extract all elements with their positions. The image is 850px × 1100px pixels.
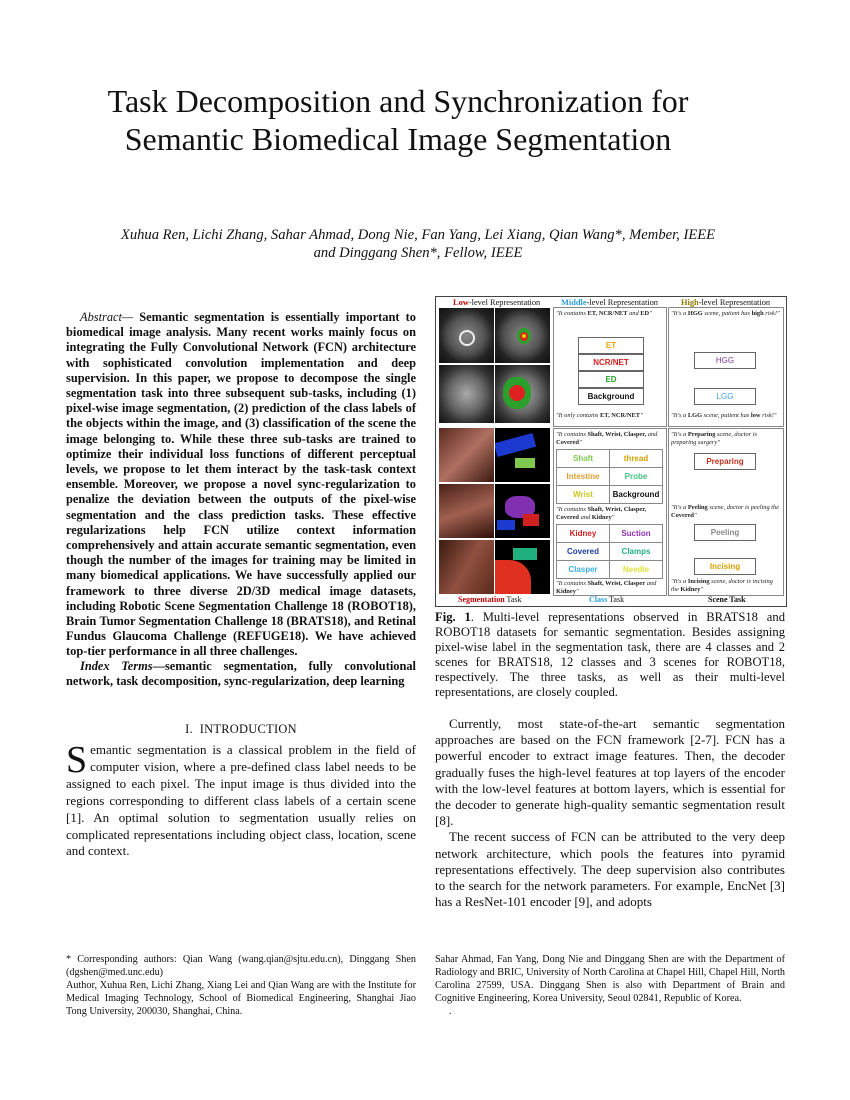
surgery-image-1 xyxy=(439,428,494,482)
robot-scene-quote-1 xyxy=(671,431,781,446)
figure-caption xyxy=(435,610,785,700)
q-bold: Kidney xyxy=(680,585,701,593)
right-column-text xyxy=(435,716,785,910)
q-bold: ET, NCR/NET xyxy=(600,412,641,419)
index-terms-text: —semantic segmentation, fully convolutional network, task decomposition, sync-regularization, deep learning xyxy=(66,659,416,689)
paragraph-fcn: Currently, most state-of-the-art semantic segmentation approaches are based on the FCN framework [2-7]. FCN has a powerful encoder to extract image features. Then, the decoder gradually fuses the high-level features at top layers of the encoder with the low-level features at bottom layers, which is essential for the decoder to generate high-quality semantic segmentation result [8]. xyxy=(435,716,785,829)
brain-mri-image-2 xyxy=(439,365,494,423)
q-text: and xyxy=(627,310,641,317)
header-middle-rest: -level Representation xyxy=(586,298,658,307)
q-bold: ED xyxy=(640,310,650,317)
class-covered: Covered xyxy=(557,543,610,561)
q-bold: Covered xyxy=(556,438,579,446)
class-thread: thread xyxy=(610,450,663,468)
footer-seg-word: Segmentation xyxy=(458,595,505,604)
brats-class-quote-1 xyxy=(556,310,664,318)
q-bold: HGG xyxy=(687,310,703,317)
q-bold: low xyxy=(750,412,761,419)
robot-scene-panel xyxy=(668,428,784,596)
header-high-level xyxy=(681,298,770,307)
robot-scene-quote-2 xyxy=(671,504,781,519)
q-bold: Incising xyxy=(687,578,710,585)
brats-class-panel xyxy=(553,307,667,427)
brain-mri-image-1 xyxy=(439,308,494,363)
footer-seg-rest: Task xyxy=(504,595,522,604)
header-low-level xyxy=(453,298,540,307)
q-text: "It contains xyxy=(556,580,588,587)
q-text: scene, doctor is preparing surgery" xyxy=(671,431,757,446)
q-text: "It contains xyxy=(556,431,588,438)
q-text: "It's a xyxy=(671,578,688,585)
footnote-dot: . xyxy=(449,1006,452,1017)
q-text: " xyxy=(611,513,615,521)
q-text: "It's a xyxy=(671,412,688,419)
brats-class-background: Background xyxy=(578,388,644,405)
footer-class-word: Class xyxy=(589,595,608,604)
scene-peeling: Peeling xyxy=(694,524,756,541)
robot-class-grid-2 xyxy=(556,524,663,579)
surgery-seg-1 xyxy=(495,428,550,482)
q-text: " xyxy=(649,310,652,317)
footnote-affiliation-unc: Sahar Ahmad, Fan Yang, Dong Nie and Dinggang Shen are with the Department of Radiology and BRIC, University of North Carolina at Chapel Hill, Chapel Hill, North Carolina 27599, USA. Dinggang Shen is also with Department of Brain and Cognitive Engineering, Korea University, Seoul 02841, Republic of Korea. xyxy=(435,954,786,1004)
footnote-corresponding: * Corresponding authors: Qian Wang (wang.qian@sjtu.edu.cn), Dinggang Shen (dgshen@med.unc.edu) xyxy=(66,954,416,978)
class-intestine: Intestine xyxy=(557,468,610,486)
surgery-seg-3 xyxy=(495,540,550,594)
q-bold: Preparing xyxy=(687,431,716,438)
header-middle-level xyxy=(561,298,658,307)
index-terms xyxy=(66,659,416,689)
q-text: " xyxy=(578,438,582,446)
authors-line-1: Xuhua Ren, Lichi Zhang, Sahar Ahmad, Dong Nie, Fan Yang, Lei Xiang, Qian Wang*, Member, IEEE xyxy=(120,227,716,243)
section-heading xyxy=(66,722,416,737)
q-text: "It's a xyxy=(671,504,688,511)
header-high-rest: -level Representation xyxy=(698,298,771,307)
robot-class-grid-1 xyxy=(556,449,663,504)
q-bold: Shaft, Wrist, Clasper, Covered xyxy=(556,506,647,521)
footer-segmentation-task xyxy=(458,595,522,604)
header-high-word: High xyxy=(681,298,699,307)
q-bold: Shaft, Wrist, Clasper xyxy=(587,580,646,587)
drop-cap: S xyxy=(66,739,88,781)
q-text: " xyxy=(700,585,703,593)
figure-label: Fig. 1 xyxy=(435,610,471,624)
q-bold: Peeling xyxy=(687,504,708,511)
q-bold: ET, NCR/NET xyxy=(587,310,628,317)
abstract xyxy=(66,310,416,660)
surgery-seg-2 xyxy=(495,484,550,538)
q-text: scene, patient has xyxy=(702,310,752,317)
q-text: risk!" xyxy=(763,310,780,317)
header-middle-word: Middle xyxy=(561,298,587,307)
footer-class-task xyxy=(589,595,624,604)
header-low-rest: -level Representation xyxy=(468,298,541,307)
class-suction: Suction xyxy=(610,525,663,543)
brain-mri-seg-1 xyxy=(495,308,550,363)
robot-scene-quote-3 xyxy=(671,578,781,593)
q-bold: Shaft, Wrist, Clasper, xyxy=(587,431,647,438)
q-text: and xyxy=(646,431,658,438)
q-bold: Kidney xyxy=(591,513,612,521)
scene-hgg: HGG xyxy=(694,352,756,369)
intro-paragraph-1 xyxy=(66,739,416,860)
class-shaft: Shaft xyxy=(557,450,610,468)
robot-class-quote-1 xyxy=(556,431,664,446)
header-low-word: Low xyxy=(453,298,469,307)
q-text: " xyxy=(640,412,643,419)
q-bold: Kidney xyxy=(556,587,576,595)
brats-class-et: ET xyxy=(578,337,644,354)
q-text: "It contains xyxy=(556,310,588,317)
class-kidney: Kidney xyxy=(557,525,610,543)
surgery-image-3 xyxy=(439,540,494,594)
paper-title xyxy=(40,82,756,158)
brats-class-quote-2 xyxy=(556,412,664,420)
brats-class-ncr-net: NCR/NET xyxy=(578,354,644,371)
title-line-1: Task Decomposition and Synchronization for xyxy=(107,83,689,119)
class-clamps: Clamps xyxy=(610,543,663,561)
brats-scene-quote-2 xyxy=(671,412,781,420)
q-text: "It's a xyxy=(671,310,688,317)
figure-caption-text: . Multi-level representations observed in BRATS18 and ROBOT18 datasets for semantic segmentation. Besides assigning pixel-wise label in the segmentation task, there are 4 classes and 2 scenes for BRATS18, 12 classes and 3 scenes for ROBOT18, respectively. The three tasks, as well as their multi-level representations, are closely coupled. xyxy=(435,610,785,699)
class-background: Background xyxy=(610,486,663,504)
q-bold: Covered xyxy=(671,511,694,519)
footnote-affiliation-sjtu: Author, Xuhua Ren, Lichi Zhang, Xiang Lei and Qian Wang are with the Institute for Medical Imaging Technology, School of Biomedical Engineering, Shanghai Jiao Tong University, 200030, Shanghai, China. xyxy=(66,980,416,1017)
q-text: "It only contains xyxy=(556,412,601,419)
q-bold: LGG xyxy=(687,412,703,419)
q-text: risk!" xyxy=(760,412,777,419)
robot-class-panel xyxy=(553,428,667,596)
q-text: scene, doctor is incising the xyxy=(671,578,773,593)
q-text: "It contains xyxy=(556,506,588,513)
footnote-right xyxy=(435,953,785,1018)
footer-scene-task: Scene Task xyxy=(708,595,746,604)
robot-class-quote-2 xyxy=(556,506,664,521)
footnote-left xyxy=(66,953,416,1018)
index-terms-label: Index Terms xyxy=(80,659,153,673)
section-number: I. xyxy=(185,722,193,736)
brats-scene-panel xyxy=(668,307,784,427)
title-line-2: Semantic Biomedical Image Segmentation xyxy=(124,121,672,157)
class-probe: Probe xyxy=(610,468,663,486)
scene-incising: Incising xyxy=(694,558,756,575)
q-bold: high xyxy=(751,310,764,317)
q-text: and xyxy=(645,580,657,587)
brats-class-ed: ED xyxy=(578,371,644,388)
brats-scene-quote-1 xyxy=(671,310,781,318)
scene-lgg: LGG xyxy=(694,388,756,405)
q-text: scene, doctor is peeling the xyxy=(707,504,780,511)
q-text: and xyxy=(578,513,592,521)
surgery-image-2 xyxy=(439,484,494,538)
section-title: INTRODUCTION xyxy=(199,722,297,736)
intro-paragraph-1-text: emantic segmentation is a classical problem in the field of computer vision, where a pre-defined class label needs to be assigned to each pixel. The input image is thus divided into the regions corresponding to different class labels of a certain scene [1]. An optimal solution to segmentation usually relies on complicated representations including object class, location, scene and context. xyxy=(66,742,416,859)
class-needle: Needle xyxy=(610,561,663,579)
class-clasper: Clasper xyxy=(557,561,610,579)
q-text: "It's a xyxy=(671,431,688,438)
abstract-text: Semantic segmentation is essentially important to biomedical image analysis. Many recent works mainly focus on integrating the Fully Convolutional Network (FCN) architecture with sophisticated convolution implementation and deep supervision. In this paper, we propose to decompose the single segmentation task into three subsequent sub-tasks, including (1) pixel-wise image segmentation, (2) prediction of the class labels of the objects within the image, and (3) classification of the scene the image belonging to. While these three sub-tasks are trained to optimize their individual loss functions of different perceptual levels, we propose to let them interact by the task-task context ensemble. Moreover, we propose a novel sync-regularization to penalize the deviation between the outputs of the pixel-wise segmentation and the class prediction tasks. These effective regularizations help FCN utilize context information comprehensively and attain accurate semantic segmentation, even though the number of the images for training may be limited in many biomedical applications. We have successfully applied our framework to three diverse 2D/3D medical image datasets, including Robotic Scene Segmentation Challenge 18 (ROBOT18), Brain Tumor Segmentation Challenge 18 (BRATS18), and Retinal Fundus Glaucoma Challenge (REFUGE18). We have achieved top-tier performance in all three challenges. xyxy=(66,310,416,659)
paragraph-deep-network: The recent success of FCN can be attributed to the very deep network architecture, which pools the features into pyramid representations effectively. The deep supervision also contributes to the search for the network parameters. For example, EncNet [3] has a ResNet-101 encoder [9], and adopts xyxy=(435,829,785,910)
scene-preparing: Preparing xyxy=(694,453,756,470)
footer-class-rest: Task xyxy=(607,595,625,604)
class-wrist: Wrist xyxy=(557,486,610,504)
brain-mri-seg-2 xyxy=(495,365,550,423)
authors-line-2: and Dinggang Shen*, Fellow, IEEE xyxy=(313,245,523,261)
q-text: " xyxy=(575,587,579,595)
author-list xyxy=(60,226,776,262)
robot-class-quote-3 xyxy=(556,580,664,595)
abstract-label: Abstract— xyxy=(80,310,134,324)
q-text: " xyxy=(693,511,697,519)
q-text: scene, patient has xyxy=(702,412,751,419)
figure-1 xyxy=(435,296,787,607)
